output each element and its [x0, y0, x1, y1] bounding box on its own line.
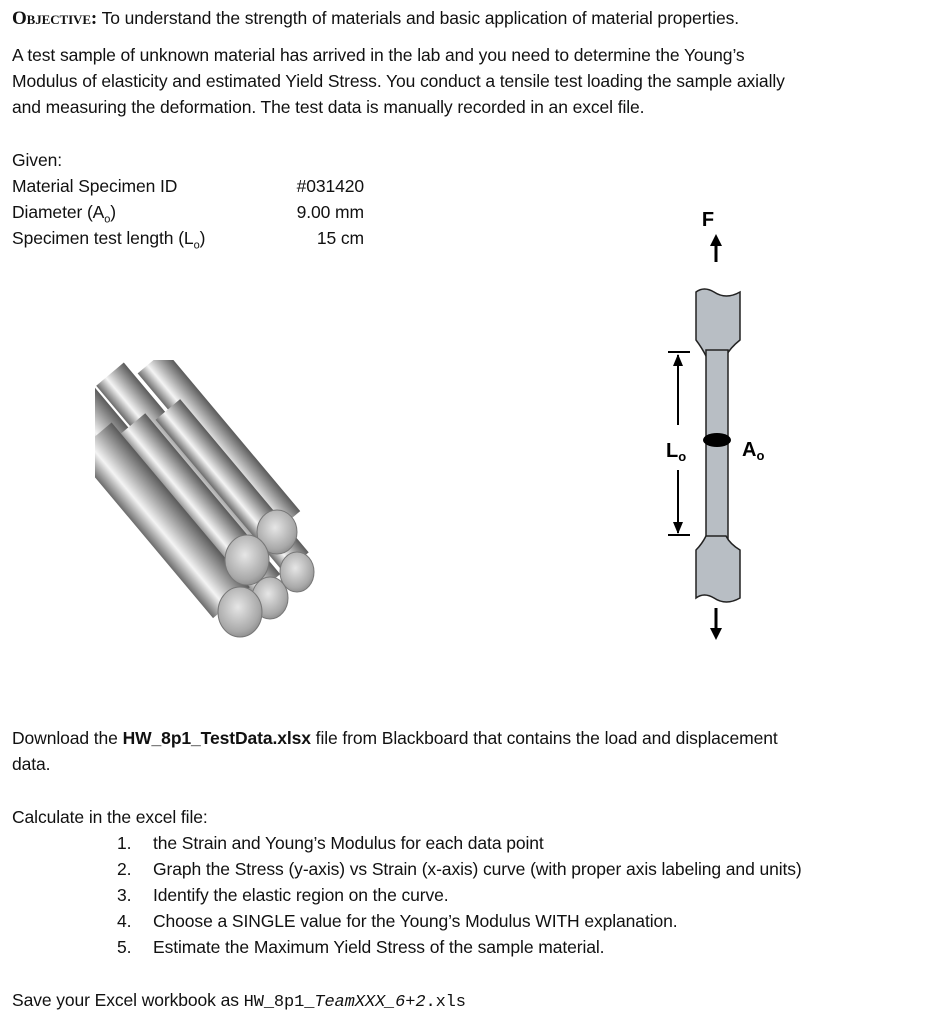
given-value: 15 cm	[316, 228, 364, 248]
specimen-bottom-grip	[696, 536, 740, 602]
intro-paragraph	[12, 42, 785, 120]
download-line: Download the HW_8p1_TestData.xlsx file from Blackboard that contains the load and displacement	[12, 728, 778, 748]
save-filename: HW_8p1_TeamXXX_6+2.xls	[243, 993, 466, 1012]
download-line: data.	[12, 754, 51, 774]
task-item: 5. Estimate the Maximum Yield Stress of the sample material.	[117, 937, 605, 957]
task-item: 2. Graph the Stress (y-axis) vs Strain (x-axis) curve (with proper axis labeling and units)	[117, 859, 802, 879]
force-arrow-down-icon	[710, 608, 722, 640]
download-paragraph	[12, 725, 778, 777]
intro-line: and measuring the deformation. The test data is manually recorded in an excel file.	[12, 97, 645, 117]
tensile-specimen-diagram	[630, 200, 790, 660]
save-line: Save your Excel workbook as HW_8p1_TeamXXX_6+2.xls	[12, 990, 466, 1012]
task-item: 4. Choose a SINGLE value for the Young’s Modulus WITH explanation.	[117, 911, 678, 931]
given-value: #031420	[296, 176, 364, 196]
given-row-length	[12, 225, 372, 251]
calculate-heading: Calculate in the excel file:	[12, 807, 208, 827]
task-item: 3. Identify the elastic region on the curve.	[117, 885, 449, 905]
given-label: Material Specimen ID	[12, 176, 178, 196]
given-row-specimen-id	[12, 173, 372, 199]
area-label: $A_o$	[742, 439, 765, 463]
rod-end	[218, 587, 262, 637]
metal-rods-image	[95, 360, 350, 650]
given-heading: Given:	[12, 150, 62, 170]
objective-label: Objective:	[12, 8, 98, 29]
objective-text: To understand the strength of materials and basic application of material properties.	[101, 8, 740, 28]
objective-line	[12, 5, 739, 32]
given-label: Specimen test length $(L_o)$	[12, 228, 206, 252]
intro-line: A test sample of unknown material has arrived in the lab and you need to determine the Young’s	[12, 45, 745, 65]
given-row-diameter	[12, 199, 372, 225]
rod-end	[225, 535, 269, 585]
force-arrow-up-icon	[710, 234, 722, 262]
length-label: $L_o$	[666, 440, 687, 464]
force-label: F	[701, 209, 715, 231]
given-value: 9.00 mm	[296, 202, 364, 222]
given-label: Diameter $(A_o)$	[12, 202, 117, 226]
intro-line: Modulus of elasticity and estimated Yield Stress. You conduct a tensile test loading the sample axially	[12, 71, 785, 91]
task-list	[117, 830, 802, 960]
cross-section-area	[703, 433, 731, 447]
download-filename: HW_8p1_TestData.xlsx	[122, 728, 311, 748]
specimen-top-grip	[696, 289, 740, 356]
task-item: 1. the Strain and Young’s Modulus for each data point	[117, 833, 544, 853]
